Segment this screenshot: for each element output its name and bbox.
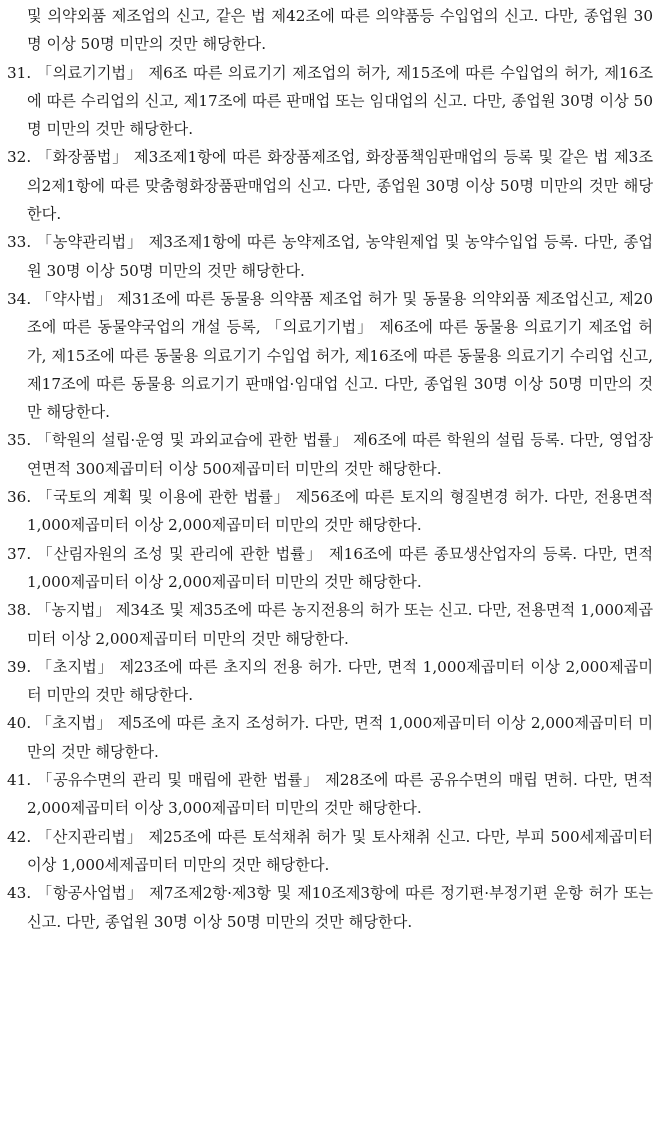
list-item-35: 35. 「학원의 설립·운영 및 과외교습에 관한 법률」 제6조에 따른 학원의 설립 등록. 다만, 영업장 연면적 300제곱미터 이상 500제곱미터 미만의 것만 해당한다. bbox=[7, 431, 653, 478]
list-item-34: 34. 「약사법」 제31조에 따른 동물용 의약품 제조업 허가 및 동물용 의약외품 제조업신고, 제20조에 따른 동물약국업의 개설 등록, 「의료기기법」 제6조에 따른 동물용 의료기기 제조업 허가, 제15조에 따른 동물용 의료기기 수입업 허가, 제16조에 따른 동물용 의료기기 수리업 신고, 제17조에 따른 동물용 의료기기 판매업·임대업 신고. 다만, 종업원 30명 이상 50명 미만의 것만 해당한다. bbox=[7, 289, 653, 422]
list-item-37: 37. 「산림자원의 조성 및 관리에 관한 법률」 제16조에 따른 종묘생산업자의 등록. 다만, 면적 1,000제곱미터 이상 2,000제곱미터 미만의 것만 해당한다. bbox=[7, 544, 653, 591]
list-item-43: 43. 「항공사업법」 제7조제2항·제3항 및 제10조제3항에 따른 정기편·부정기편 운항 허가 또는 신고. 다만, 종업원 30명 이상 50명 미만의 것만 해당한다. bbox=[7, 884, 653, 931]
list-item-39: 39. 「초지법」 제23조에 따른 초지의 전용 허가. 다만, 면적 1,000제곱미터 이상 2,000제곱미터 미만의 것만 해당한다. bbox=[7, 657, 653, 705]
continuation-paragraph: 및 의약외품 제조업의 신고, 같은 법 제42조에 따른 의약품등 수입업의 신고. 다만, 종업원 30명 이상 50명 미만의 것만 해당한다. bbox=[27, 7, 653, 54]
list-item-42: 42. 「산지관리법」 제25조에 따른 토석채취 허가 및 토사채취 신고. 다만, 부피 500세제곱미터 이상 1,000세제곱미터 미만의 것만 해당한다. bbox=[7, 827, 653, 874]
list-item-41: 41. 「공유수면의 관리 및 매립에 관한 법률」 제28조에 따른 공유수면의 매립 면허. 다만, 면적 2,000제곱미터 이상 3,000제곱미터 미만의 것만 해당한다. bbox=[7, 771, 653, 818]
list-item-36: 36. 「국토의 계획 및 이용에 관한 법률」 제56조에 따른 토지의 형질변경 허가. 다만, 전용면적 1,000제곱미터 이상 2,000제곱미터 미만의 것만 해당한다. bbox=[7, 488, 653, 535]
list-item-38: 38. 「농지법」 제34조 및 제35조에 따른 농지전용의 허가 또는 신고. 다만, 전용면적 1,000제곱미터 이상 2,000제곱미터 미만의 것만 해당한다. bbox=[7, 601, 653, 648]
list-item-31: 31. 「의료기기법」 제6조 따른 의료기기 제조업의 허가, 제15조에 따른 수입업의 허가, 제16조에 따른 수리업의 신고, 제17조에 따른 판매업 또는 임대업의 신고. 다만, 종업원 30명 이상 50명 미만의 것만 해당한다. bbox=[7, 63, 653, 139]
list-item-32: 32. 「화장품법」 제3조제1항에 따른 화장품제조업, 화장품책임판매업의 등록 및 같은 법 제3조의2제1항에 따른 맞춤형화장품판매업의 신고. 다만, 종업원 30명 이상 50명 미만의 것만 해당한다. bbox=[7, 148, 653, 224]
list-item-33: 33. 「농약관리법」 제3조제1항에 따른 농약제조업, 농약원제업 및 농약수입업 등록. 다만, 종업원 30명 이상 50명 미만의 것만 해당한다. bbox=[7, 233, 653, 280]
list-item-40: 40. 「초지법」 제5조에 따른 초지 조성허가. 다만, 면적 1,000제곱미터 이상 2,000제곱미터 미만의 것만 해당한다. bbox=[7, 714, 653, 761]
